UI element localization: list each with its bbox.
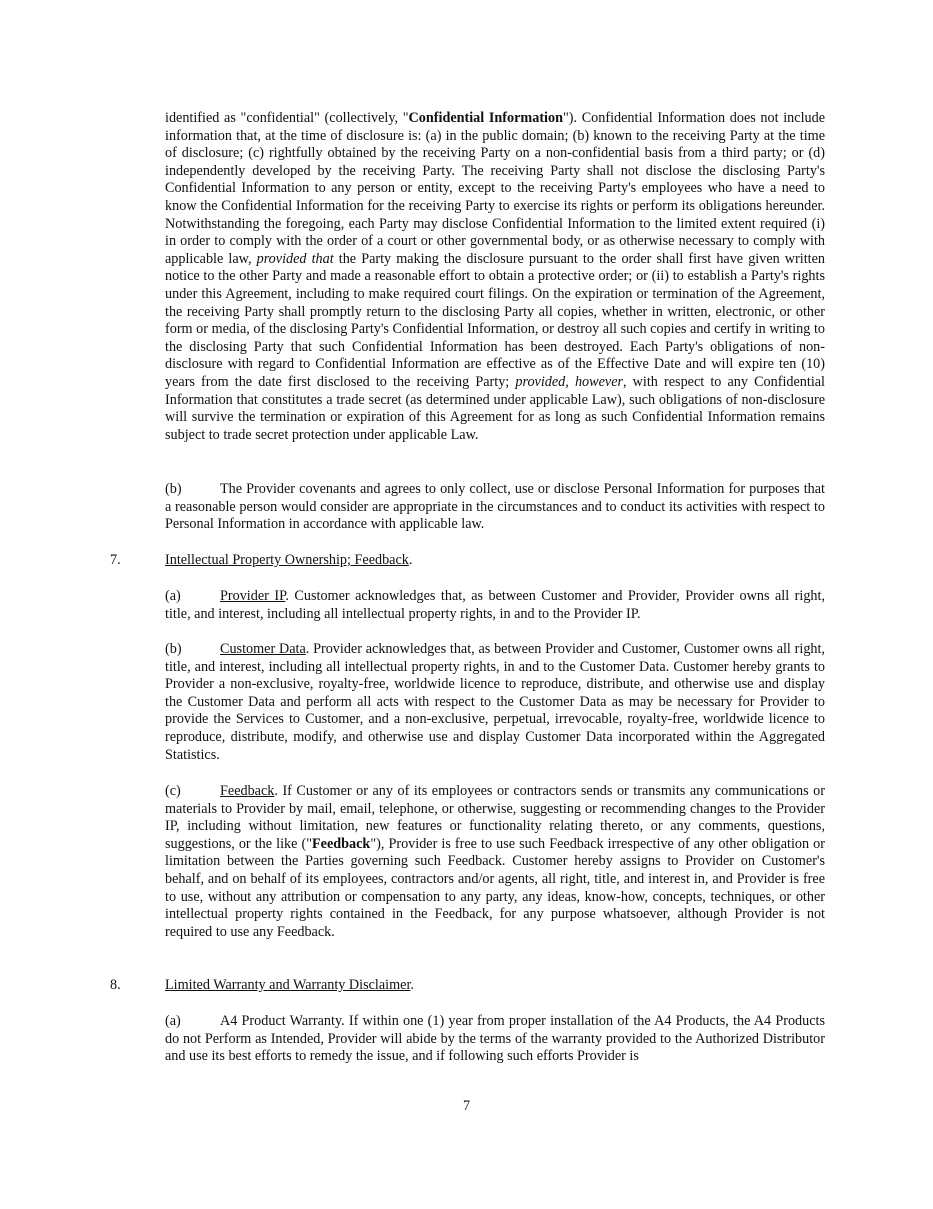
clause-heading: Customer Data [220, 641, 306, 657]
clause-feedback: (c) Feedback. If Customer or any of its employees or contractors sends or transmits any communications or materials to Provider by mail, email, telephone, or otherwise, suggesting or recommending changes to the Provider IP, including without limitation, new features or functionality relating thereto, or any comments, questions, suggestions, or the like ("Feedback"), Provider is free to use such Feedback irrespective of any other obligation or limitation between the Parties governing such Feedback. Customer hereby assigns to Provider on Customer's behalf, and on behalf of its employees, contractors and/or agents, all right, title, and interest in, and Provider is free to use, without any attribution or compensation to any party, any ideas, know-how, concepts, techniques, or other intellectual property rights contained in the Feedback, for any purpose whatsoever, although Provider is not required to use any Feedback. [165, 783, 826, 940]
section-8-number: 8. [110, 977, 121, 993]
personal-information-paragraph: (b) The Provider covenants and agrees to only collect, use or disclose Personal Information for purposes that a reasonable person would consider are appropriate in the circumstances and to conduct its activities with respect to Personal Information in accordance with applicable law. [165, 481, 825, 533]
confidentiality-paragraph: identified as "confidential" (collectively, "Confidential Information"). Confidential Information does not include information that, at the time of disclosure is: (a) in the public domain; (b) known to the receiving Party at the time of disclosure; (c) rightfully obtained by the receiving Party on a non-confidential basis from a third party; or (d) independently developed by the receiving Party. The receiving Party shall not disclose the disclosing Party's Confidential Information to any person or entity, except to the receiving Party's employees who have a need to know the Confidential Information for the receiving Party to exercise its rights or perform its obligations hereunder. Notwithstanding the foregoing, each Party may disclose Confidential Information to the limited extent required (i) in order to comply with the order of a court or other governmental body, or as otherwise necessary to comply with applicable law, provided that the Party making the disclosure pursuant to the order shall first have given written notice to the other Party and made a reasonable effort to obtain a protective order; or (ii) to establish a Party's rights under this Agreement, including to make required court filings. On the expiration or termination of the Agreement, the receiving Party shall promptly return to the disclosing Party all copies, whether in written, electronic, or other form or media, of the disclosing Party's Confidential Information, or destroy all such copies and certify in writing to the disclosing Party that such Confidential Information has been destroyed. Each Party's obligations of non-disclosure with regard to Confidential Information are effective as of the Effective Date and will expire ten (10) years from the date first disclosed to the receiving Party; provided, however, with respect to any Confidential Information that constitutes a trade secret (as determined under applicable Law), such obligations of non-disclosure will survive the termination or expiration of this Agreement for as long as such Confidential Information remains subject to trade secret protection under applicable Law. [165, 110, 826, 443]
clause-label: (b) [165, 481, 182, 497]
clause-provider-ip: (a) Provider IP. Customer acknowledges that, as between Customer and Provider, Provider owns all right, title, and interest, including all intellectual property rights, in and to the Provider IP. [165, 588, 825, 622]
section-7-title: Intellectual Property Ownership; Feedback. [165, 552, 413, 568]
defined-term-feedback: Feedback [312, 835, 371, 852]
section-7-number: 7. [110, 552, 121, 568]
clause-label: (a) [165, 588, 181, 604]
clause-label: (b) [165, 641, 182, 657]
italic-provided-however: provided, however [515, 373, 624, 390]
clause-label: (c) [165, 783, 181, 799]
section-8-title: Limited Warranty and Warranty Disclaimer. [165, 977, 414, 993]
clause-heading: Provider IP [220, 588, 286, 604]
defined-term-confidential-information: Confidential Information [408, 110, 563, 126]
clause-a4-product-warranty: (a) A4 Product Warranty. If within one (1) year from proper installation of the A4 Products, the A4 Products do not Perform as Intended, Provider will abide by the terms of the warranty provided to the Authorized Distributor and use its best efforts to remedy the issue, and if following such efforts Provider is [165, 1013, 825, 1065]
clause-heading: Feedback [220, 783, 275, 799]
clause-customer-data: (b) Customer Data. Provider acknowledges that, as between Provider and Customer, Customer owns all right, title, and interest, including all intellectual property rights, in and to the Customer Data. Customer hereby grants to Provider a non-exclusive, royalty-free, worldwide licence to reproduce, distribute, and otherwise use and display the Customer Data and perform all acts with respect to the Customer Data as may be necessary for Provider to provide the Services to Customer, and a non-exclusive, perpetual, irrevocable, royalty-free, worldwide licence to reproduce, distribute, modify, and otherwise use and display Customer Data incorporated within the Aggregated Statistics. [165, 641, 826, 763]
italic-provided-that: provided that [256, 250, 334, 267]
page-number: 7 [462, 1098, 471, 1114]
clause-label: (a) [165, 1013, 181, 1029]
